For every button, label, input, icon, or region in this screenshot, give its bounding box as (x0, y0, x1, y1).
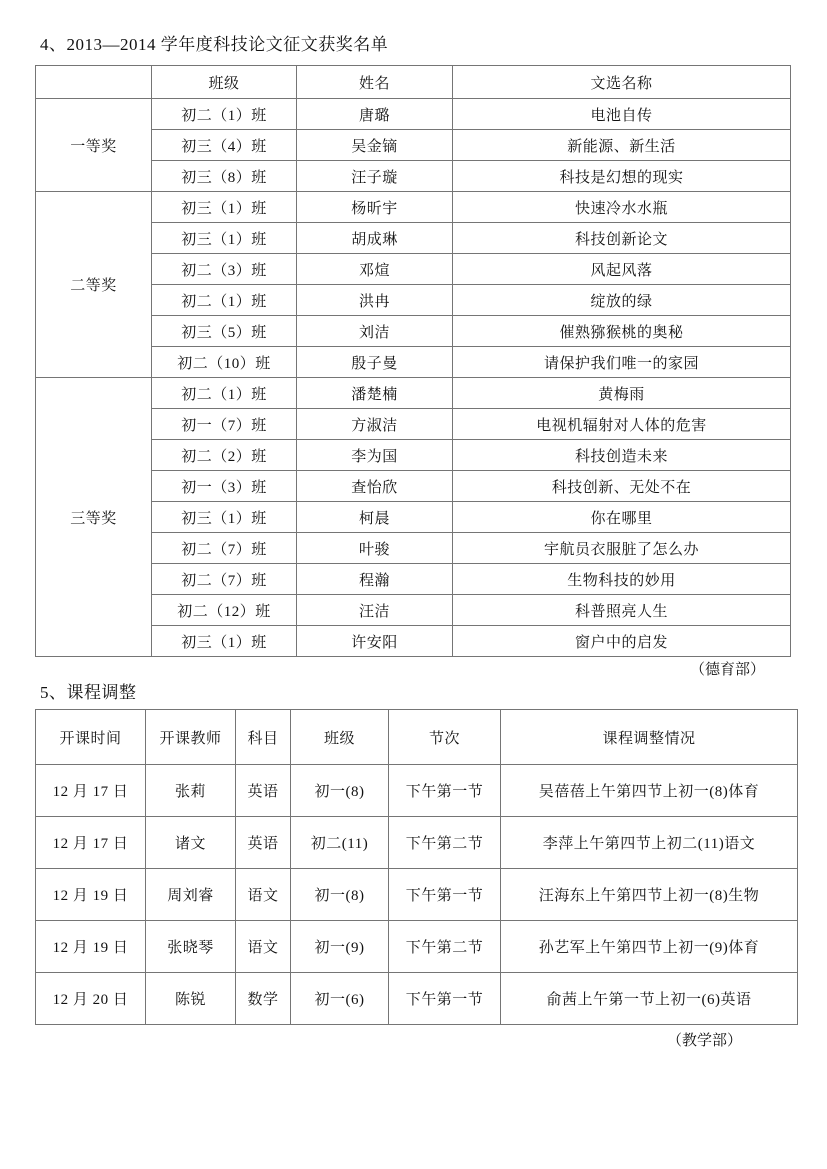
adjustment-cell: 孙艺军上午第四节上初一(9)体育 (501, 921, 798, 973)
awards-section-title: 4、2013—2014 学年度科技论文征文获奖名单 (40, 35, 389, 54)
teacher-cell: 诸文 (146, 817, 236, 869)
work-cell: 新能源、新生活 (453, 130, 791, 161)
work-cell: 快速冷水水瓶 (453, 192, 791, 223)
awards-header-name: 姓名 (297, 66, 453, 99)
period-cell: 下午第一节 (389, 973, 501, 1025)
name-cell: 柯晨 (297, 502, 453, 533)
work-cell: 科技创造未来 (453, 440, 791, 471)
name-cell: 李为国 (297, 440, 453, 471)
work-cell: 请保护我们唯一的家园 (453, 347, 791, 378)
class-cell: 初三（1）班 (152, 192, 297, 223)
class-cell: 初三（4）班 (152, 130, 297, 161)
class-cell: 初二（7）班 (152, 533, 297, 564)
work-cell: 宇航员衣服脏了怎么办 (453, 533, 791, 564)
work-cell: 科普照亮人生 (453, 595, 791, 626)
class-cell: 初二（2）班 (152, 440, 297, 471)
class-cell: 初二（7）班 (152, 564, 297, 595)
name-cell: 刘洁 (297, 316, 453, 347)
time-cell: 12 月 17 日 (36, 765, 146, 817)
awards-header-class: 班级 (152, 66, 297, 99)
subject-cell: 英语 (236, 765, 291, 817)
work-cell: 风起风落 (453, 254, 791, 285)
name-cell: 殷子曼 (297, 347, 453, 378)
time-cell: 12 月 19 日 (36, 869, 146, 921)
class-cell: 初二（12）班 (152, 595, 297, 626)
schedule-note: （教学部） (666, 1033, 742, 1049)
teacher-cell: 张莉 (146, 765, 236, 817)
class-cell: 初一(8) (291, 765, 389, 817)
name-cell: 杨昕宇 (297, 192, 453, 223)
table-row (36, 192, 791, 223)
subject-cell: 数学 (236, 973, 291, 1025)
table-row (36, 817, 798, 869)
schedule-table-header (36, 710, 798, 765)
schedule-header-subject: 科目 (236, 710, 291, 765)
class-cell: 初二(11) (291, 817, 389, 869)
name-cell: 程瀚 (297, 564, 453, 595)
work-cell: 生物科技的妙用 (453, 564, 791, 595)
name-cell: 吴金镝 (297, 130, 453, 161)
work-cell: 窗户中的启发 (453, 626, 791, 657)
table-row (36, 921, 798, 973)
table-row (36, 765, 798, 817)
time-cell: 12 月 17 日 (36, 817, 146, 869)
header-row (36, 710, 798, 765)
work-cell: 电池自传 (453, 99, 791, 130)
table-row (36, 99, 791, 130)
teacher-cell: 陈锐 (146, 973, 236, 1025)
time-cell: 12 月 20 日 (36, 973, 146, 1025)
table-row (36, 378, 791, 409)
class-cell: 初一（3）班 (152, 471, 297, 502)
work-cell: 催熟猕猴桃的奥秘 (453, 316, 791, 347)
class-cell: 初二（1）班 (152, 285, 297, 316)
schedule-header-time: 开课时间 (36, 710, 146, 765)
awards-header-award (36, 66, 152, 99)
name-cell: 方淑洁 (297, 409, 453, 440)
name-cell: 叶骏 (297, 533, 453, 564)
table-row (36, 973, 798, 1025)
class-cell: 初一(8) (291, 869, 389, 921)
period-cell: 下午第一节 (389, 765, 501, 817)
class-cell: 初三（1）班 (152, 223, 297, 254)
class-cell: 初三（5）班 (152, 316, 297, 347)
class-cell: 初二（1）班 (152, 378, 297, 409)
award-group-cell: 二等奖 (36, 192, 152, 378)
class-cell: 初三（8）班 (152, 161, 297, 192)
awards-table-header (36, 66, 791, 99)
adjustment-cell: 吴蓓蓓上午第四节上初一(8)体育 (501, 765, 798, 817)
work-cell: 绽放的绿 (453, 285, 791, 316)
teacher-cell: 周刘睿 (146, 869, 236, 921)
work-cell: 科技创新论文 (453, 223, 791, 254)
work-cell: 你在哪里 (453, 502, 791, 533)
class-cell: 初三（1）班 (152, 502, 297, 533)
subject-cell: 语文 (236, 921, 291, 973)
adjustment-cell: 俞茜上午第一节上初一(6)英语 (501, 973, 798, 1025)
teacher-cell: 张晓琴 (146, 921, 236, 973)
name-cell: 汪子璇 (297, 161, 453, 192)
schedule-header-class: 班级 (291, 710, 389, 765)
schedule-table-body (36, 765, 798, 1025)
class-cell: 初一（7）班 (152, 409, 297, 440)
awards-table (35, 65, 791, 657)
name-cell: 洪冉 (297, 285, 453, 316)
adjustment-cell: 李萍上午第四节上初二(11)语文 (501, 817, 798, 869)
class-cell: 初二（10）班 (152, 347, 297, 378)
work-cell: 科技创新、无处不在 (453, 471, 791, 502)
work-cell: 电视机辐射对人体的危害 (453, 409, 791, 440)
award-group-cell: 三等奖 (36, 378, 152, 657)
name-cell: 查怡欣 (297, 471, 453, 502)
schedule-section-title: 5、课程调整 (40, 683, 137, 702)
award-group-cell: 一等奖 (36, 99, 152, 192)
awards-note: （德育部） (689, 662, 765, 678)
header-row (36, 66, 791, 99)
period-cell: 下午第二节 (389, 817, 501, 869)
time-cell: 12 月 19 日 (36, 921, 146, 973)
schedule-header-teacher: 开课教师 (146, 710, 236, 765)
class-cell: 初三（1）班 (152, 626, 297, 657)
name-cell: 许安阳 (297, 626, 453, 657)
class-cell: 初二（3）班 (152, 254, 297, 285)
awards-header-work: 文选名称 (453, 66, 791, 99)
name-cell: 唐璐 (297, 99, 453, 130)
class-cell: 初二（1）班 (152, 99, 297, 130)
work-cell: 黄梅雨 (453, 378, 791, 409)
name-cell: 胡成琳 (297, 223, 453, 254)
schedule-header-period: 节次 (389, 710, 501, 765)
name-cell: 邓煊 (297, 254, 453, 285)
table-row (36, 869, 798, 921)
adjustment-cell: 汪海东上午第四节上初一(8)生物 (501, 869, 798, 921)
awards-table-body (36, 99, 791, 657)
period-cell: 下午第一节 (389, 869, 501, 921)
subject-cell: 语文 (236, 869, 291, 921)
class-cell: 初一(9) (291, 921, 389, 973)
schedule-header-adjustment: 课程调整情况 (501, 710, 798, 765)
class-cell: 初一(6) (291, 973, 389, 1025)
name-cell: 汪洁 (297, 595, 453, 626)
work-cell: 科技是幻想的现实 (453, 161, 791, 192)
period-cell: 下午第二节 (389, 921, 501, 973)
schedule-table (35, 709, 798, 1025)
subject-cell: 英语 (236, 817, 291, 869)
name-cell: 潘楚楠 (297, 378, 453, 409)
